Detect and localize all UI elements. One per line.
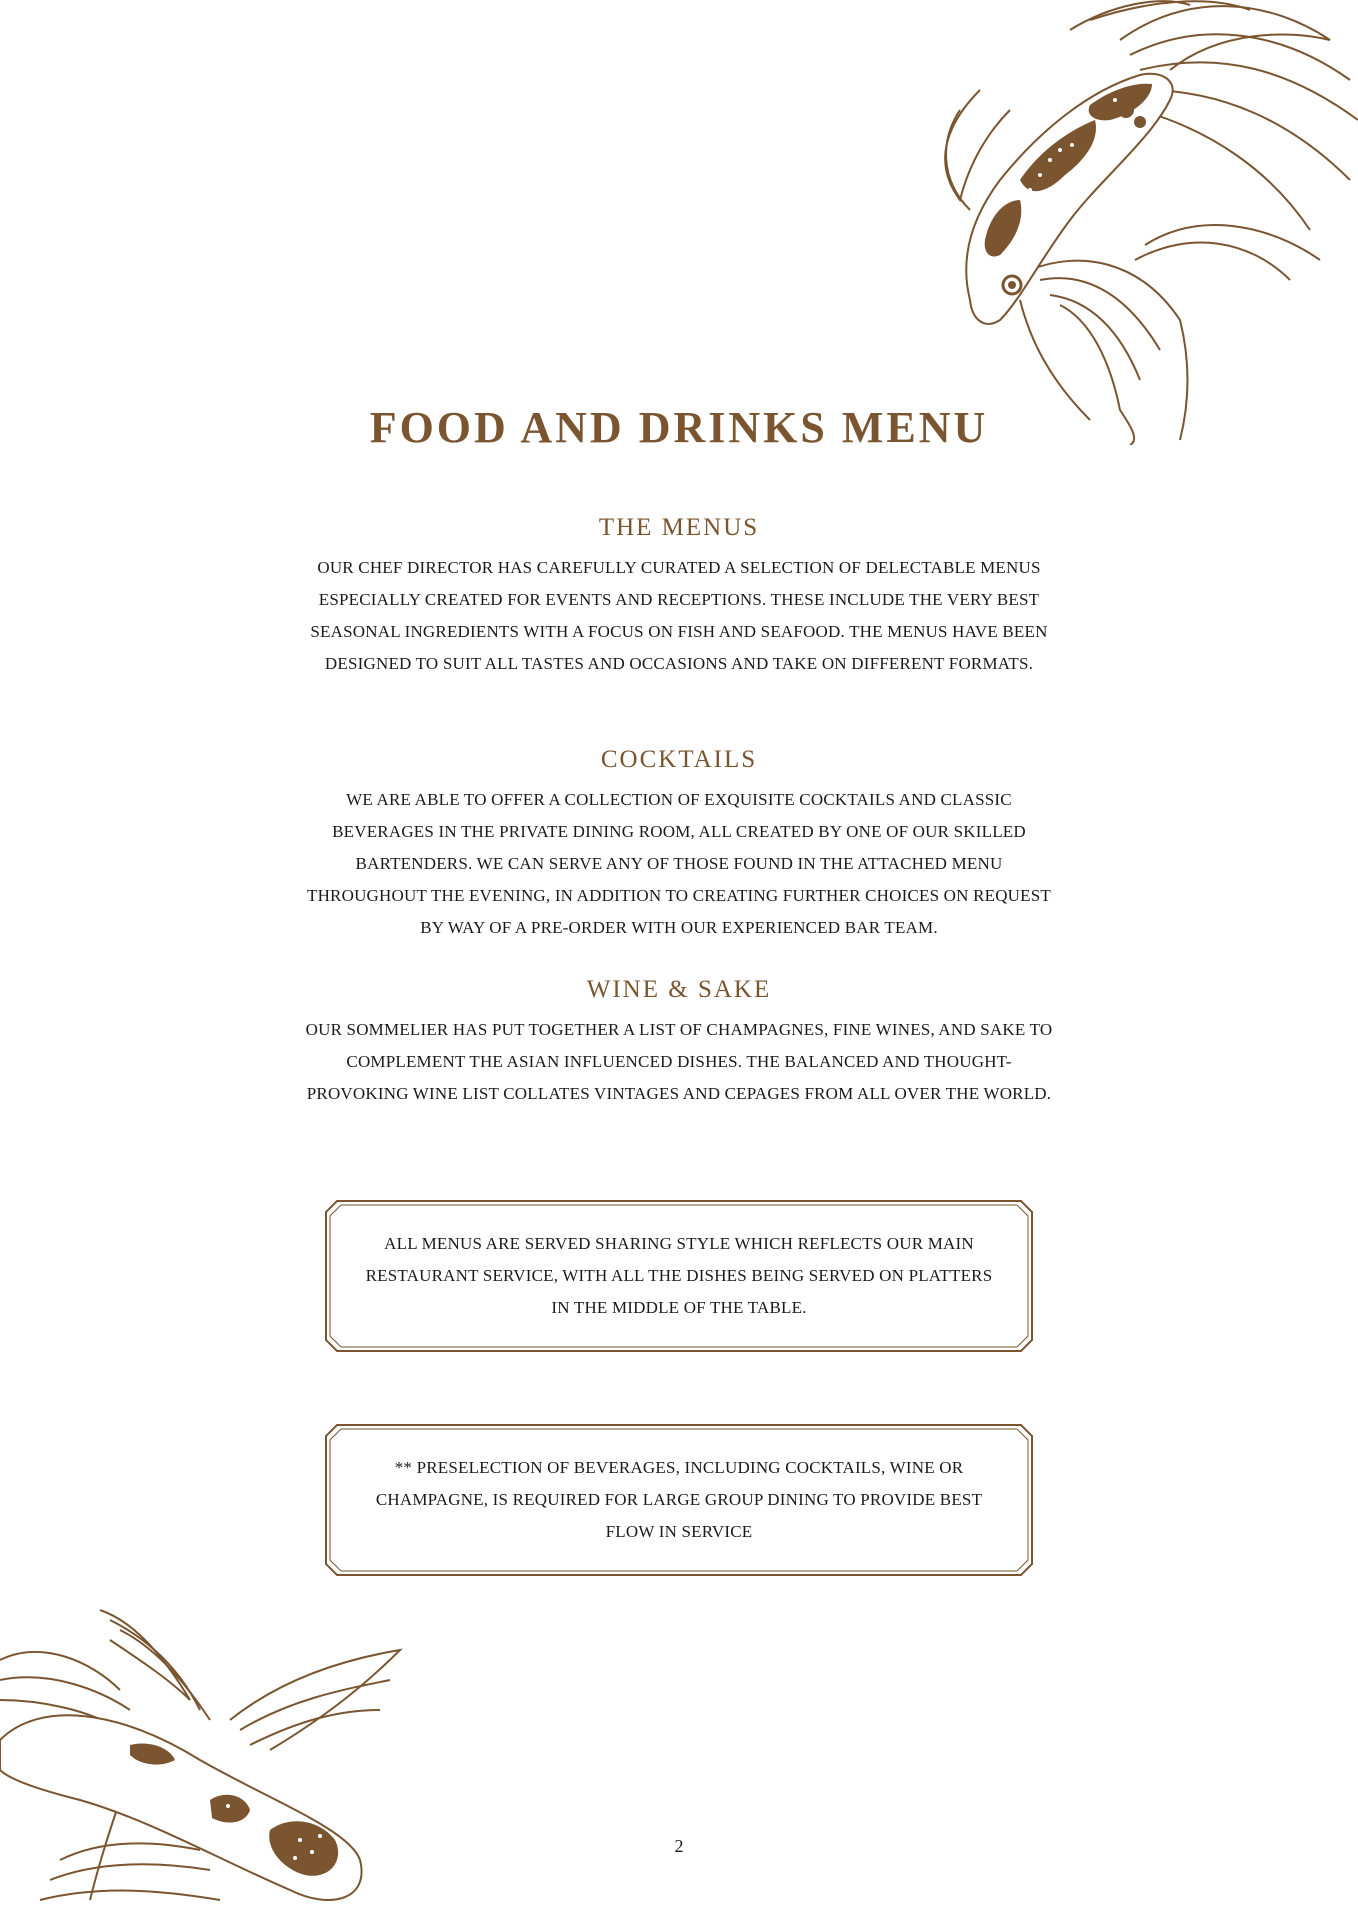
section-the-menus bbox=[300, 514, 1058, 680]
page-title: FOOD AND DRINKS MENU bbox=[369, 403, 989, 452]
koi-fish-bottom-left-illustration bbox=[0, 1600, 410, 1920]
notice-text: ALL MENUS ARE SERVED SHARING STYLE WHICH REFLECTS OUR MAIN RESTAURANT SERVICE, WITH ALL THE DISHES BEING SERVED ON PLATTERS IN THE MIDDLE OF THE TABLE. bbox=[365, 1234, 993, 1317]
koi-fish-top-right-illustration bbox=[890, 0, 1358, 445]
notice-box-sharing-style bbox=[325, 1200, 1033, 1352]
section-cocktails bbox=[300, 746, 1058, 944]
page-number: 2 bbox=[674, 1836, 684, 1856]
section-body: OUR CHEF DIRECTOR HAS CAREFULLY CURATED A SELECTION OF DELECTABLE MENUS ESPECIALLY CREATED FOR EVENTS AND RECEPTIONS. THESE INCLUDE THE VERY BEST SEASONAL INGREDIENTS WITH A FOCUS ON FISH AND SEAFOOD. THE MENUS HAVE BEEN DESIGNED TO SUIT ALL TASTES AND OCCASIONS AND TAKE ON DIFFERENT FORMATS. bbox=[310, 558, 1048, 673]
section-body: OUR SOMMELIER HAS PUT TOGETHER A LIST OF CHAMPAGNES, FINE WINES, AND SAKE TO COMPLEMENT THE ASIAN INFLUENCED DISHES. THE BALANCED AND THOUGHT-PROVOKING WINE LIST COLLATES VINTAGES AND CEPAGES FROM ALL OVER THE WORLD. bbox=[305, 1020, 1053, 1103]
notice-text: ** PRESELECTION OF BEVERAGES, INCLUDING COCKTAILS, WINE OR CHAMPAGNE, IS REQUIRED FOR LARGE GROUP DINING TO PROVIDE BEST FLOW IN SERVICE bbox=[375, 1458, 983, 1541]
notice-box-beverage-preselection bbox=[325, 1424, 1033, 1576]
section-wine-and-sake bbox=[300, 976, 1058, 1110]
section-heading: THE MENUS bbox=[598, 514, 760, 541]
section-body: WE ARE ABLE TO OFFER A COLLECTION OF EXQUISITE COCKTAILS AND CLASSIC BEVERAGES IN THE PRIVATE DINING ROOM, ALL CREATED BY ONE OF OUR SKILLED BARTENDERS. WE CAN SERVE ANY OF THOSE FOUND IN THE ATTACHED MENU THROUGHOUT THE EVENING, IN ADDITION TO CREATING FURTHER CHOICES ON REQUEST BY WAY OF A PRE-ORDER WITH OUR EXPERIENCED BAR TEAM. bbox=[307, 790, 1051, 937]
section-heading: WINE & SAKE bbox=[586, 976, 772, 1003]
section-heading: COCKTAILS bbox=[600, 746, 758, 773]
